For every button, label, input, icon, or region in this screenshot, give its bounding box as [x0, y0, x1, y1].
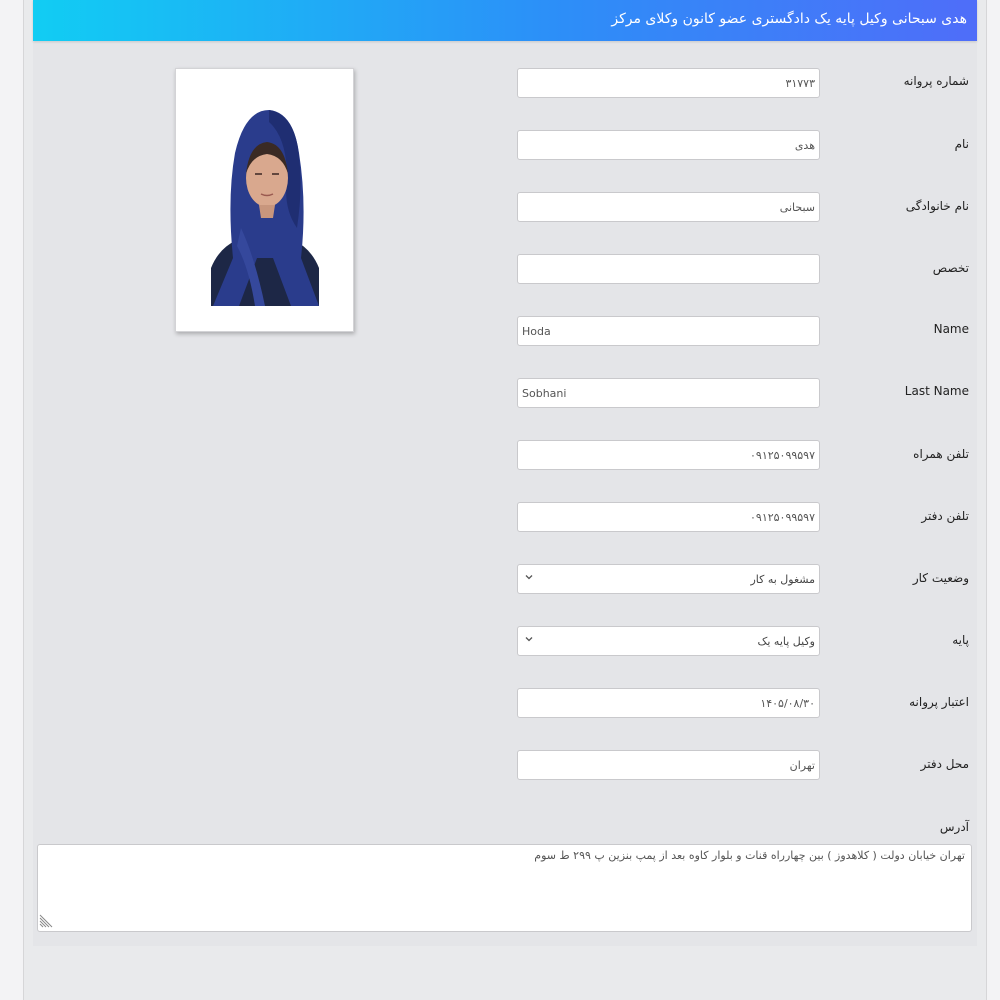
office-phone-label: تلفن دفتر — [921, 509, 969, 523]
chevron-down-icon — [524, 572, 534, 582]
office-location-field[interactable] — [517, 750, 820, 780]
specialty-field[interactable] — [517, 254, 820, 284]
last-name-fa-label: نام خانوادگی — [905, 199, 969, 213]
license-number-label: شماره پروانه — [903, 74, 969, 88]
office-location-label: محل دفتر — [920, 757, 969, 771]
page-title: هدی سبحانی وکیل پایه یک دادگستری عضو کانون وکلای مرکز — [611, 11, 967, 27]
specialty-label: تخصص — [932, 261, 969, 275]
license-validity-label: اعتبار پروانه — [909, 695, 969, 709]
last-name-fa-field[interactable] — [517, 192, 820, 222]
name-en-label: Name — [933, 322, 969, 336]
address-textarea[interactable] — [37, 844, 972, 932]
license-number-field[interactable] — [517, 68, 820, 98]
office-phone-field[interactable] — [517, 502, 820, 532]
mobile-phone-field[interactable] — [517, 440, 820, 470]
work-status-select[interactable] — [517, 564, 820, 594]
last-name-en-label: Last Name — [904, 384, 969, 398]
profile-photo — [175, 68, 354, 332]
rank-value: وکیل پایه یک — [757, 635, 815, 648]
page-header — [33, 0, 977, 41]
portrait-image — [211, 108, 319, 306]
address-label: آدرس — [939, 820, 969, 834]
license-validity-field[interactable] — [517, 688, 820, 718]
last-name-en-field[interactable] — [517, 378, 820, 408]
chevron-down-icon — [524, 634, 534, 644]
first-name-fa-label: نام — [954, 137, 969, 151]
first-name-fa-field[interactable] — [517, 130, 820, 160]
name-en-field[interactable] — [517, 316, 820, 346]
resize-grip-icon[interactable] — [39, 914, 53, 928]
rank-label: پایه — [952, 633, 969, 647]
work-status-value: مشغول به کار — [750, 573, 815, 586]
rank-select[interactable] — [517, 626, 820, 656]
mobile-phone-label: تلفن همراه — [913, 447, 969, 461]
work-status-label: وضعیت کار — [912, 571, 969, 585]
